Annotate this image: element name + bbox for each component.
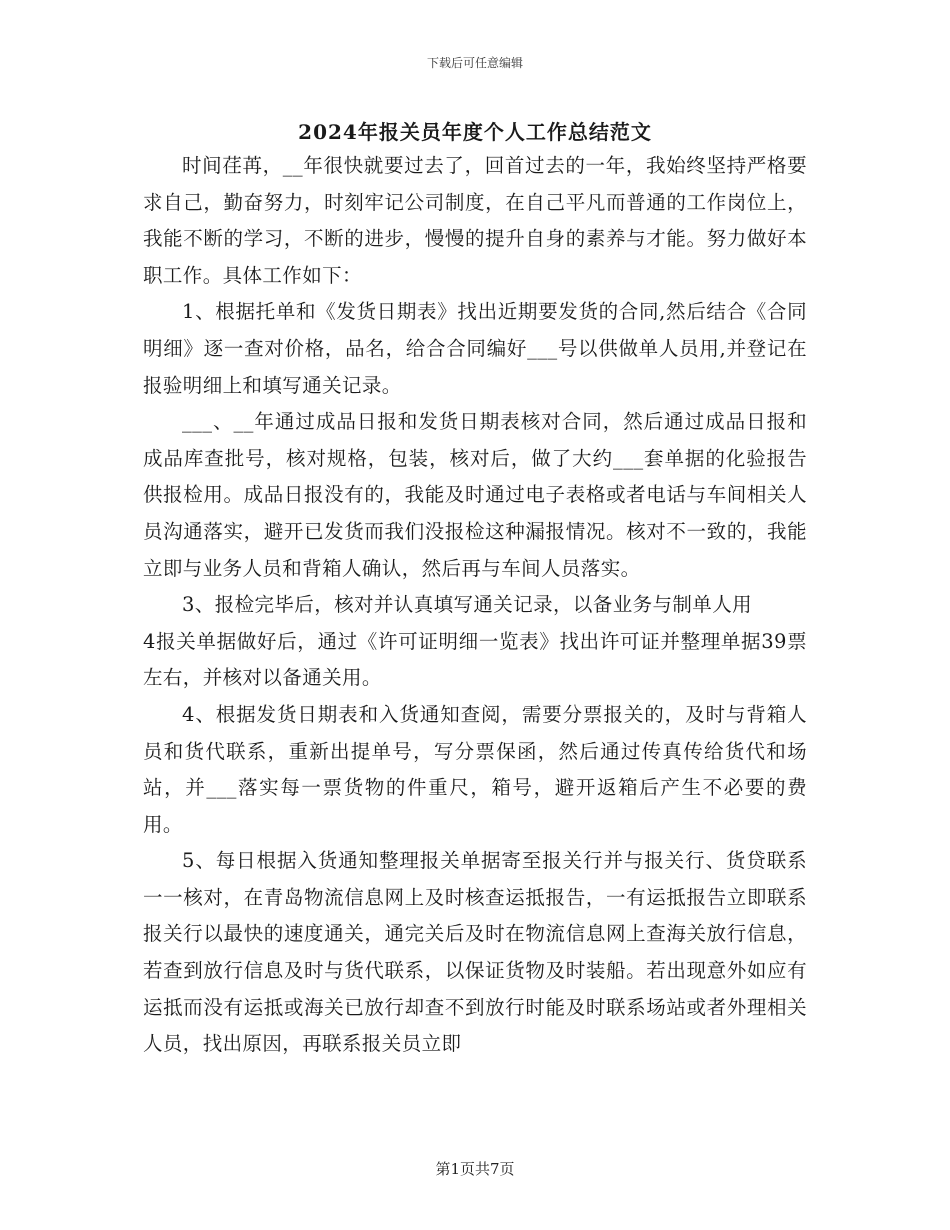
paragraph-item-5: 5、每日根据入货通知整理报关单据寄至报关行并与报关行、货贷联系一一核对，在青岛物流信息网上及时核查运抵报告，一有运抵报告立即联系报关行以最快的速度通关，通完关后及时在物流信息网上查海关放行信息，若查到放行信息及时与货代联系，以保证货物及时装船。若出现意外如应有运抵而没有运抵或海关已放行却查不到放行时能及时联系场站或者外理相关人员，找出原因，再联系报关员立即 <box>143 849 807 1056</box>
paragraph-item-2: ___、__年通过成品日报和发货日期表核对合同，然后通过成品日报和成品库查批号，核对规格，包装，核对后，做了大约___套单据的化验报告供报检用。成品日报没有的，我能及时通过电子表格或者电话与车间相关人员沟通落实，避开已发货而我们没报检这种漏报情况。核对不一致的，我能立即与业务人员和背箱人确认，然后再与车间人员落实。 <box>143 410 807 580</box>
paragraph-item-3: 3、报检完毕后，核对并认真填写通关记录，以备业务与制单人用 <box>182 593 753 617</box>
page-header-note: 下载后可任意编辑 <box>426 56 523 70</box>
document-title: 2024年报关员年度个人工作总结范文 <box>298 120 652 144</box>
page-number: 第1页共7页 <box>435 1160 515 1178</box>
paragraph-item-3-continued: 4报关单据做好后，通过《许可证明细一览表》找出许可证并整理单据39票左右，并核对以备通关用。 <box>143 629 807 690</box>
paragraph-item-1: 1、根据托单和《发货日期表》找出近期要发货的合同,然后结合《合同明细》逐一查对价格，品名，给合合同编好___号以供做单人员用,并登记在报验明细上和填写通关记录。 <box>143 300 807 397</box>
paragraph-item-4: 4、根据发货日期表和入货通知查阅，需要分票报关的，及时与背箱人员和货代联系，重新出提单号，写分票保函，然后通过传真传给货代和场站，并___落实每一票货物的件重尺，箱号，避开返箱后产生不必要的费用。 <box>143 702 807 836</box>
document-body <box>143 148 807 1063</box>
paragraph-intro: 时间荏苒，__年很快就要过去了，回首过去的一年，我始终坚持严格要求自己，勤奋努力，时刻牢记公司制度，在自己平凡而普通的工作岗位上，我能不断的学习，不断的进步，慢慢的提升自身的素养与才能。努力做好本职工作。具体工作如下： <box>143 154 807 287</box>
